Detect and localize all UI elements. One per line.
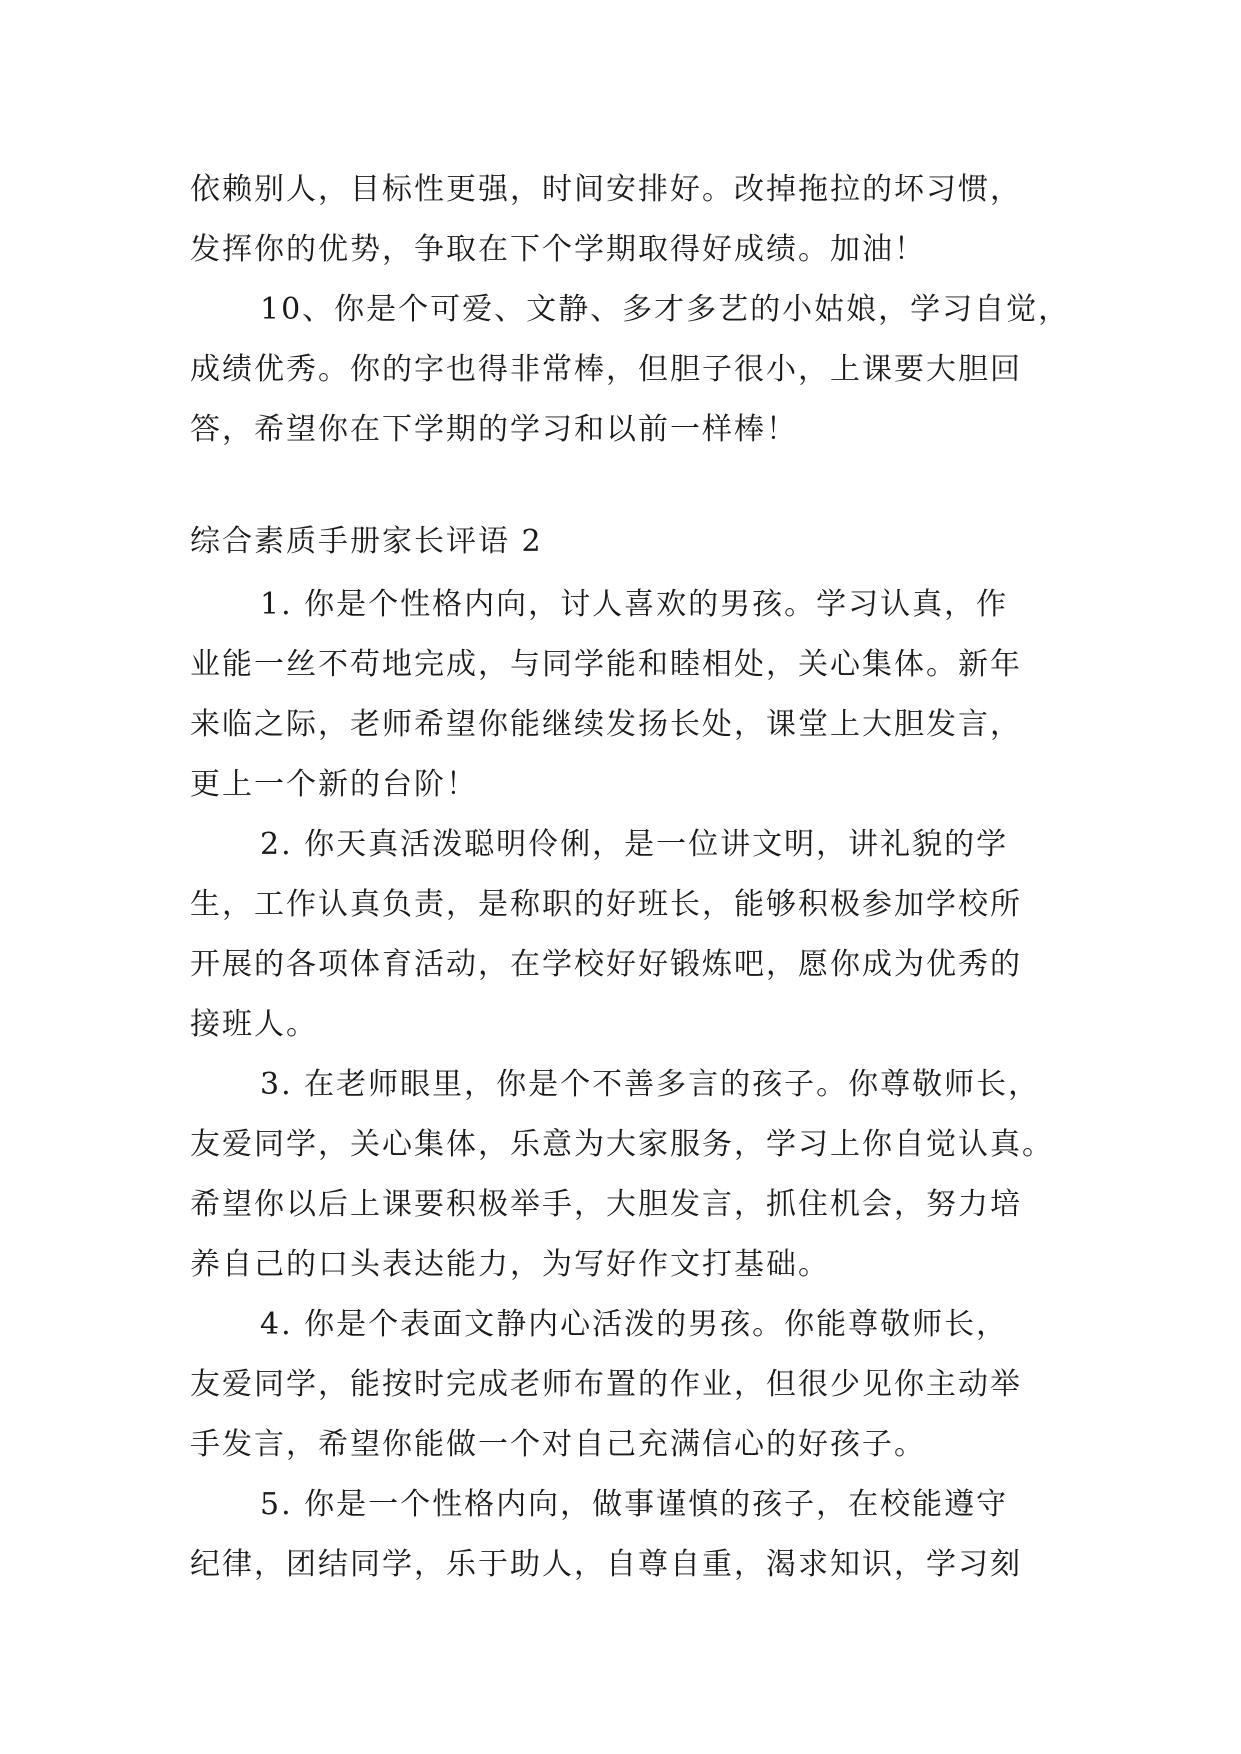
comment-item-4 <box>190 1295 1070 1475</box>
text-line: 发挥你的优势，争取在下个学期取得好成绩。加油！ <box>190 232 926 267</box>
text-line: 纪律，团结同学，乐于助人，自尊自重，渴求知识，学习刻 <box>190 1547 1022 1582</box>
text-line: 成绩优秀。你的字也得非常棒，但胆子很小，上课要大胆回 <box>190 352 1022 387</box>
text-line: 1. 你是个性格内向，讨人喜欢的男孩。学习认真，作 <box>260 587 1009 622</box>
comment-item-2 <box>190 815 1070 1055</box>
text-line: 4. 你是个表面文静内心活泼的男孩。你能尊敬师长， <box>260 1307 1009 1342</box>
text-line: 更上一个新的台阶！ <box>190 767 478 802</box>
text-line: 答，希望你在下学期的学习和以前一样棒！ <box>190 412 798 447</box>
text-line: 业能一丝不苟地完成，与同学能和睦相处，关心集体。新年 <box>190 647 1022 682</box>
text-line: 养自己的口头表达能力，为写好作文打基础。 <box>190 1247 830 1282</box>
document-body <box>190 160 1070 1595</box>
comment-item-10 <box>190 280 1070 460</box>
text-line: 开展的各项体育活动，在学校好好锻炼吧，愿你成为优秀的 <box>190 947 1022 982</box>
text-line: 希望你以后上课要积极举手，大胆发言，抓住机会，努力培 <box>190 1187 1022 1222</box>
text-line: 3. 在老师眼里，你是个不善多言的孩子。你尊敬师长， <box>260 1067 1041 1102</box>
text-line: 接班人。 <box>190 1007 318 1042</box>
text-line: 10、你是个可爱、文静、多才多艺的小姑娘，学习自觉， <box>260 292 1071 327</box>
comment-item-1 <box>190 575 1070 815</box>
text-line: 5. 你是一个性格内向，做事谨慎的孩子，在校能遵守 <box>260 1487 1009 1522</box>
text-line: 来临之际，老师希望你能继续发扬长处，课堂上大胆发言， <box>190 707 1022 742</box>
text-line: 生，工作认真负责，是称职的好班长，能够积极参加学校所 <box>190 887 1022 922</box>
comment-item-5 <box>190 1475 1070 1595</box>
text-line: 友爱同学，关心集体，乐意为大家服务，学习上你自觉认真。 <box>190 1127 1054 1162</box>
text-line: 手发言，希望你能做一个对自己充满信心的好孩子。 <box>190 1427 926 1462</box>
text-line: 2. 你天真活泼聪明伶俐，是一位讲文明，讲礼貌的学 <box>260 827 1009 862</box>
text-line: 友爱同学，能按时完成老师布置的作业，但很少见你主动举 <box>190 1367 1022 1402</box>
comment-item-3 <box>190 1055 1070 1295</box>
section-title: 综合素质手册家长评语 2 <box>190 524 543 559</box>
text-line: 依赖别人，目标性更强，时间安排好。改掉拖拉的坏习惯， <box>190 172 1022 207</box>
continuation-paragraph <box>190 160 1070 280</box>
